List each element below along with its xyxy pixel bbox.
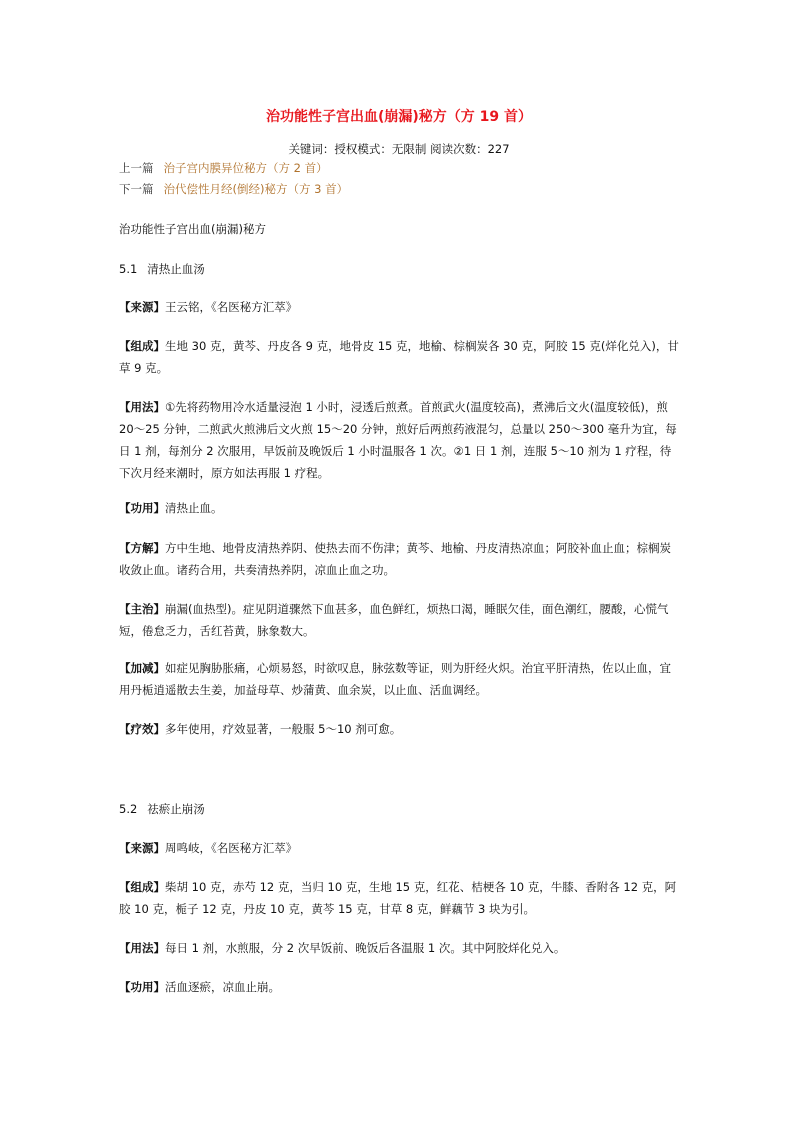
- prev-article-link[interactable]: 治子宫内膜异位秘方（方 2 首）: [163, 161, 328, 175]
- para-usage: [119, 396, 679, 484]
- para-text: 多年使用，疗效显著，一般服 5～10 剂可愈。: [165, 722, 402, 736]
- prev-label: 上一篇: [119, 161, 154, 175]
- para-label: 【来源】: [119, 841, 165, 855]
- para-usage: [119, 937, 679, 959]
- para-indication: [119, 598, 679, 642]
- page-title: 治功能性子宫出血(崩漏)秘方（方 19 首）: [265, 109, 533, 125]
- para-efficacy: [119, 718, 679, 740]
- para-text: 柴胡 10 克，赤芍 12 克，当归 10 克，生地 15 克，红花、桔梗各 10 克，牛膝、香附各 12 克，阿胶 10 克，栀子 12 克，丹皮 10 克，黄芩 15 克，甘草 8 克，鲜藕节 3 块为引。: [119, 880, 677, 916]
- para-text: 如症见胸胁胀痛，心烦易怒，时欲叹息，脉弦数等证，则为肝经火炽。治宜平肝清热，佐以止血，宜用丹栀逍遥散去生姜，加益母草、炒蒲黄、血余炭，以止血、活血调经。: [119, 661, 671, 697]
- intro-heading: 治功能性子宫出血(崩漏)秘方: [119, 222, 266, 236]
- section-heading: [119, 798, 679, 820]
- para-text: 每日 1 剂，水煎服，分 2 次早饭前、晚饭后各温服 1 次。其中阿胶烊化兑入。: [165, 941, 566, 955]
- para-label: 【加减】: [119, 661, 165, 675]
- para-label: 【功用】: [119, 501, 165, 515]
- section-heading: [119, 258, 679, 280]
- para-text: 崩漏(血热型)。症见阴道骤然下血甚多，血色鲜红，烦热口渴，睡眠欠佳，面色潮红，腰酸，心慌气短，倦怠乏力，舌红苔黄，脉象数大。: [119, 602, 669, 638]
- para-label: 【方解】: [119, 541, 165, 555]
- para-text: 王云铭，《名医秘方汇萃》: [165, 300, 298, 314]
- section-number: 5.1: [119, 262, 138, 276]
- para-text: ①先将药物用冷水适量浸泡 1 小时，浸透后煎煮。首煎武火(温度较高)，煮沸后文火(温度较低)，煎 20～25 分钟，二煎武火煎沸后文火煎 15～20 分钟，煎好后两煎药液混匀，总量以 250～300 毫升为宜，每日 1 剂，每剂分 2 次服用，早饭前及晚饭后 1 小时温服各 1 次。②1 日 1 剂，连服 5～10 剂为 1 疗程，待下次月经来潮时，原方如法再服 1 疗程。: [119, 400, 677, 480]
- para-function: [119, 497, 679, 519]
- section-name: 祛瘀止崩汤: [147, 802, 205, 816]
- prev-nav: [119, 160, 328, 176]
- para-text: 生地 30 克，黄芩、丹皮各 9 克，地骨皮 15 克，地榆、棕榈炭各 30 克，阿胶 15 克(烊化兑入)，甘草 9 克。: [119, 339, 679, 375]
- para-text: 周鸣岐，《名医秘方汇萃》: [165, 841, 298, 855]
- para-label: 【组成】: [119, 339, 165, 353]
- para-label: 【主治】: [119, 602, 165, 616]
- next-nav: [119, 181, 348, 197]
- para-label: 【用法】: [119, 941, 165, 955]
- section-number: 5.2: [119, 802, 138, 816]
- next-label: 下一篇: [119, 182, 154, 196]
- para-function: [119, 976, 679, 998]
- para-explanation: [119, 537, 679, 581]
- para-label: 【功用】: [119, 980, 165, 994]
- para-text: 方中生地、地骨皮清热养阴、使热去而不伤津；黄芩、地榆、丹皮清热凉血；阿胶补血止血；棕榈炭收敛止血。诸药合用，共奏清热养阴，凉血止血之功。: [119, 541, 671, 577]
- para-source: [119, 296, 679, 318]
- para-composition: [119, 876, 679, 920]
- para-text: 清热止血。: [165, 501, 223, 515]
- para-composition: [119, 335, 679, 379]
- para-text: 活血逐瘀，凉血止崩。: [165, 980, 280, 994]
- para-modification: [119, 657, 679, 701]
- section-name: 清热止血汤: [147, 262, 205, 276]
- para-label: 【来源】: [119, 300, 165, 314]
- meta-line: 关键词：授权模式：无限制 阅读次数：227: [288, 142, 510, 156]
- next-article-link[interactable]: 治代偿性月经(倒经)秘方（方 3 首）: [163, 182, 349, 196]
- para-label: 【疗效】: [119, 722, 165, 736]
- para-label: 【组成】: [119, 880, 165, 894]
- para-source: [119, 837, 679, 859]
- para-label: 【用法】: [119, 400, 165, 414]
